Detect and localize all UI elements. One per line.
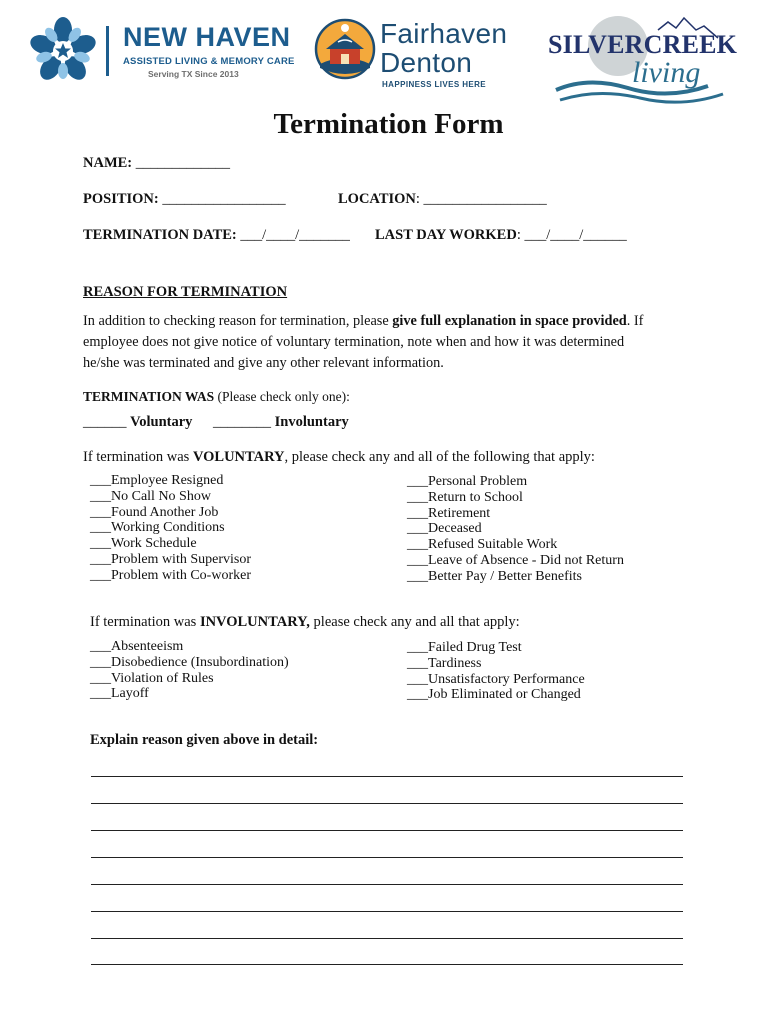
explanation-line[interactable] [91, 884, 683, 885]
silvercreek-living: living [632, 56, 701, 89]
last-day-worked-label: LAST DAY WORKED [375, 227, 517, 243]
voluntary-intro [83, 449, 595, 466]
voluntary-blank[interactable]: ______ [83, 414, 127, 430]
checklist-item[interactable]: ___Unsatisfactory Performance [407, 671, 585, 687]
termination-was [83, 389, 350, 405]
instructions-line2: employee does not give notice of voluntary termination, note when and how it was determined [83, 334, 625, 350]
involuntary-intro-text-end: please check any and all that apply: [309, 614, 520, 630]
new-haven-flower-icon [28, 16, 98, 86]
voluntary-intro-bold: VOLUNTARY [192, 449, 285, 465]
location-label: LOCATION [338, 191, 416, 207]
name-field[interactable] [83, 155, 230, 172]
voluntary-right-list [407, 474, 624, 585]
checklist-item[interactable]: ___Layoff [90, 686, 149, 702]
name-label: NAME: [83, 155, 133, 171]
checklist-item[interactable]: ___Deceased [407, 521, 482, 537]
termination-was-label: TERMINATION WAS [83, 389, 215, 404]
silvercreek-name: SILVERCREEK [548, 30, 738, 59]
checklist-item[interactable]: ___Violation of Rules [90, 670, 214, 686]
explanation-line[interactable] [91, 964, 683, 965]
checklist-item[interactable]: ___Refused Suitable Work [407, 537, 558, 553]
voluntary-option[interactable] [83, 414, 192, 431]
involuntary-intro-text: If termination was [90, 614, 200, 630]
location-blank[interactable]: : _________________ [415, 191, 547, 207]
checklist-item[interactable]: ___Disobedience (Insubordination) [90, 654, 289, 670]
termination-date-label: TERMINATION DATE: [83, 227, 237, 243]
explain-label: Explain reason given above in detail: [90, 732, 319, 748]
instructions-line3: he/she was terminated and give any other relevant information. [83, 355, 444, 371]
position-blank[interactable]: _________________ [162, 191, 286, 207]
position-field[interactable] [83, 191, 286, 208]
instructions-text: In addition to checking reason for termination, please [83, 313, 393, 329]
checklist-item[interactable]: ___Problem with Co-worker [90, 567, 251, 583]
fairhaven-line2: Denton [380, 47, 473, 78]
involuntary-right-list [407, 640, 585, 703]
form-title: Termination Form [273, 108, 504, 140]
explanation-line[interactable] [91, 938, 683, 939]
checklist-item[interactable]: ___Personal Problem [407, 474, 528, 489]
checklist-item[interactable]: ___Absenteeism [90, 639, 184, 654]
instructions-bold: give full explanation in space provided [392, 313, 627, 329]
voluntary-intro-text-end: , please check any and all of the following that apply: [284, 449, 595, 465]
checklist-item[interactable]: ___Employee Resigned [90, 473, 224, 488]
fairhaven-house-icon [314, 18, 376, 80]
involuntary-label: Involuntary [274, 414, 349, 430]
fairhaven-line1: Fairhaven [380, 18, 508, 49]
checklist-item[interactable]: ___Leave of Absence - Did not Return [407, 552, 624, 568]
termination-date-blank[interactable]: ___/____/_______ [240, 227, 350, 243]
checklist-item[interactable]: ___Tardiness [407, 655, 482, 671]
reason-instructions [83, 311, 703, 374]
checklist-item[interactable]: ___Work Schedule [90, 536, 197, 552]
new-haven-subtitle: ASSISTED LIVING & MEMORY CARE [123, 56, 295, 67]
involuntary-blank[interactable]: ________ [213, 414, 271, 430]
involuntary-option[interactable] [213, 414, 349, 431]
last-day-worked-blank[interactable]: : ___/____/______ [516, 227, 627, 243]
explanation-line[interactable] [91, 776, 683, 777]
involuntary-intro [90, 614, 520, 631]
checklist-item[interactable]: ___Failed Drug Test [407, 640, 522, 655]
explanation-line[interactable] [91, 911, 683, 912]
checklist-item[interactable]: ___Working Conditions [90, 520, 225, 536]
checklist-item[interactable]: ___Job Eliminated or Changed [407, 687, 581, 703]
voluntary-intro-text: If termination was [83, 449, 193, 465]
instructions-text-end: . If [626, 313, 644, 329]
explanation-line[interactable] [91, 830, 683, 831]
reason-heading: REASON FOR TERMINATION [83, 284, 288, 300]
new-haven-tagline: Serving TX Since 2013 [148, 69, 239, 79]
checklist-item[interactable]: ___Better Pay / Better Benefits [407, 568, 582, 584]
checklist-item[interactable]: ___Retirement [407, 505, 491, 521]
checklist-item[interactable]: ___Problem with Supervisor [90, 551, 251, 567]
involuntary-intro-bold: INVOLUNTARY, [199, 614, 310, 630]
name-blank[interactable]: _____________ [135, 155, 231, 171]
termination-was-note: (Please check only one): [217, 389, 350, 404]
new-haven-divider [106, 26, 109, 76]
fairhaven-tagline: HAPPINESS LIVES HERE [382, 80, 487, 89]
explanation-line[interactable] [91, 803, 683, 804]
voluntary-label: Voluntary [130, 414, 193, 430]
last-day-worked-field[interactable] [375, 227, 627, 244]
checklist-item[interactable]: ___Return to School [407, 489, 523, 505]
voluntary-left-list [90, 473, 251, 584]
location-field[interactable] [338, 191, 547, 208]
checklist-item[interactable]: ___Found Another Job [90, 504, 219, 520]
position-label: POSITION: [83, 191, 159, 207]
checklist-item[interactable]: ___No Call No Show [90, 488, 211, 504]
involuntary-left-list [90, 639, 289, 702]
termination-date-field[interactable] [83, 227, 350, 244]
explanation-line[interactable] [91, 857, 683, 858]
new-haven-title: NEW HAVEN [123, 22, 291, 52]
